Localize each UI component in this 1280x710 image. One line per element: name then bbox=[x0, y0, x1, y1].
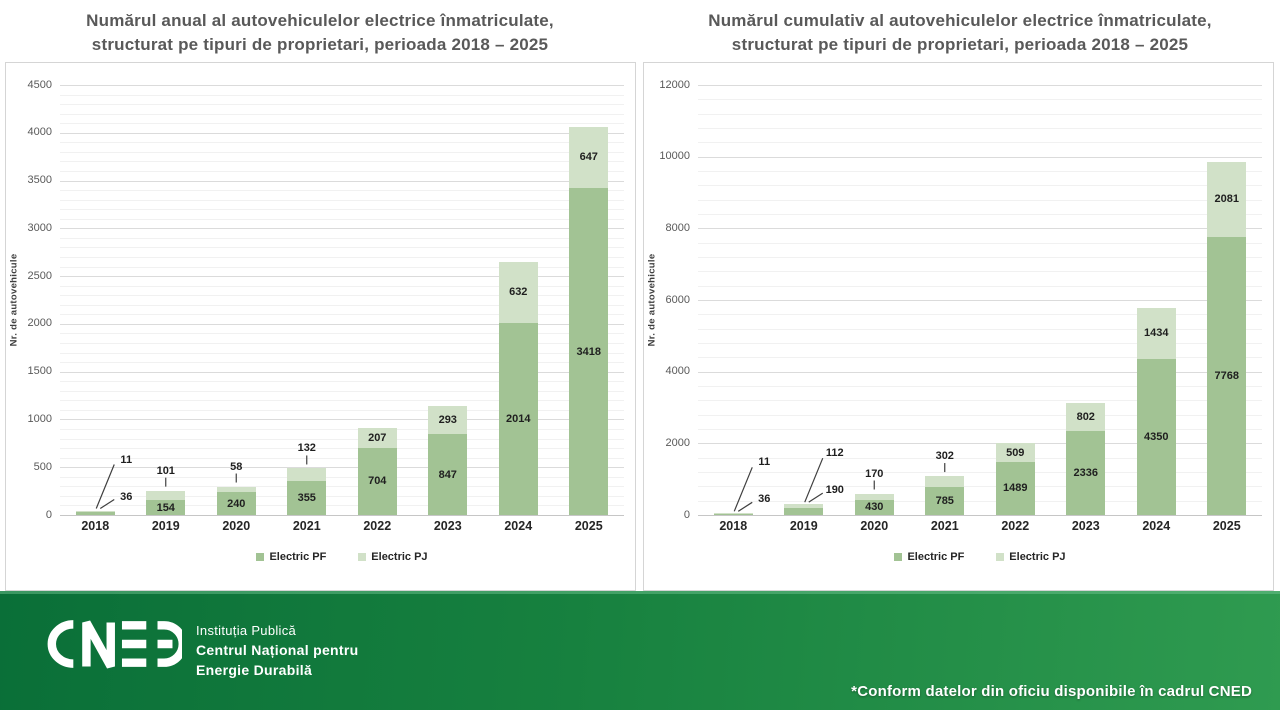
value-label: 785 bbox=[935, 494, 954, 507]
minor-gridline bbox=[698, 214, 1262, 215]
y-axis-tick-label: 2000 bbox=[665, 436, 690, 449]
major-gridline bbox=[698, 443, 1262, 444]
value-label: 112 bbox=[825, 447, 844, 460]
minor-gridline bbox=[60, 161, 624, 162]
y-axis-tick-label: 3500 bbox=[27, 174, 52, 187]
value-label: 2014 bbox=[506, 412, 531, 425]
x-axis-label-2025: 2025 bbox=[1212, 519, 1241, 533]
y-axis-tick-label: 3000 bbox=[27, 221, 52, 234]
minor-gridline bbox=[698, 99, 1262, 100]
x-axis-label-2024: 2024 bbox=[1142, 519, 1171, 533]
minor-gridline bbox=[60, 114, 624, 115]
minor-gridline bbox=[60, 486, 624, 487]
minor-gridline bbox=[60, 209, 624, 210]
institution-line1: Instituția Publică bbox=[196, 623, 297, 638]
x-axis-label-2019: 2019 bbox=[789, 519, 818, 533]
minor-gridline bbox=[698, 286, 1262, 287]
minor-gridline bbox=[698, 458, 1262, 459]
minor-gridline bbox=[60, 152, 624, 153]
bar-segment-electric-pj bbox=[925, 476, 964, 487]
minor-gridline bbox=[698, 114, 1262, 115]
cned-footer-banner bbox=[0, 591, 1280, 710]
y-axis-tick-label: 2000 bbox=[27, 317, 52, 330]
bar-segment-electric-pj bbox=[855, 494, 894, 500]
legend-label-electric-pj: Electric PJ bbox=[1009, 551, 1066, 563]
legend-item-electric-pf bbox=[894, 551, 964, 563]
cumulative-legend bbox=[698, 551, 1262, 563]
x-axis-label-2018: 2018 bbox=[719, 519, 748, 533]
minor-gridline bbox=[60, 219, 624, 220]
value-label: 58 bbox=[230, 460, 243, 473]
major-gridline bbox=[60, 85, 624, 86]
x-axis-label-2018: 2018 bbox=[81, 519, 110, 533]
cumulative-title-line2: structurat pe tipuri de proprietari, perioada 2018 – 2025 bbox=[731, 35, 1189, 55]
minor-gridline bbox=[698, 128, 1262, 129]
minor-gridline bbox=[60, 257, 624, 258]
value-label: 430 bbox=[865, 501, 884, 514]
major-gridline bbox=[698, 515, 1262, 516]
minor-gridline bbox=[60, 458, 624, 459]
annual-chart-title bbox=[0, 0, 640, 62]
value-label: 704 bbox=[368, 475, 387, 488]
major-gridline bbox=[60, 276, 624, 277]
minor-gridline bbox=[698, 200, 1262, 201]
value-label: 847 bbox=[438, 468, 457, 481]
legend-swatch-electric-pj bbox=[996, 553, 1004, 561]
cumulative-plot-area bbox=[646, 78, 1262, 521]
value-label: 632 bbox=[509, 286, 528, 299]
y-axis-tick-label: 4000 bbox=[27, 126, 52, 139]
bar-segment-electric-pj bbox=[76, 511, 115, 512]
minor-gridline bbox=[698, 343, 1262, 344]
minor-gridline bbox=[60, 123, 624, 124]
minor-gridline bbox=[698, 501, 1262, 502]
legend-item-electric-pj bbox=[358, 551, 427, 563]
major-gridline bbox=[60, 228, 624, 229]
minor-gridline bbox=[698, 429, 1262, 430]
bar-segment-electric-pf bbox=[76, 512, 115, 515]
minor-gridline bbox=[60, 200, 624, 201]
major-gridline bbox=[698, 372, 1262, 373]
bar-segment-electric-pj bbox=[784, 504, 823, 508]
value-label: 1434 bbox=[1144, 327, 1169, 340]
major-gridline bbox=[60, 324, 624, 325]
legend-swatch-electric-pf bbox=[894, 553, 902, 561]
minor-gridline bbox=[60, 295, 624, 296]
cned-logo-icon bbox=[32, 615, 182, 673]
value-label: 293 bbox=[438, 414, 457, 427]
cned-logo bbox=[32, 615, 182, 678]
x-axis-label-2024: 2024 bbox=[504, 519, 533, 533]
major-gridline bbox=[60, 515, 624, 516]
bar-segment-electric-pj bbox=[287, 468, 326, 481]
y-axis-tick-label: 1000 bbox=[27, 412, 52, 425]
x-axis-label-2023: 2023 bbox=[1071, 519, 1100, 533]
bar-segment-electric-pj bbox=[217, 487, 256, 493]
legend-swatch-electric-pf bbox=[256, 553, 264, 561]
legend-item-electric-pj bbox=[996, 551, 1065, 563]
major-gridline bbox=[60, 372, 624, 373]
leader-line bbox=[100, 500, 114, 509]
minor-gridline bbox=[60, 410, 624, 411]
major-gridline bbox=[698, 228, 1262, 229]
leader-line bbox=[738, 502, 752, 511]
value-label: 132 bbox=[297, 442, 316, 455]
annual-y-axis-title: Nr. de autovehicule bbox=[8, 253, 20, 347]
value-label: 36 bbox=[120, 490, 133, 503]
x-axis-label-2023: 2023 bbox=[433, 519, 462, 533]
minor-gridline bbox=[698, 171, 1262, 172]
minor-gridline bbox=[698, 142, 1262, 143]
bar-segment-electric-pj bbox=[146, 491, 185, 501]
major-gridline bbox=[698, 85, 1262, 86]
minor-gridline bbox=[698, 400, 1262, 401]
minor-gridline bbox=[698, 486, 1262, 487]
minor-gridline bbox=[698, 243, 1262, 244]
legend-swatch-electric-pj bbox=[358, 553, 366, 561]
minor-gridline bbox=[60, 448, 624, 449]
minor-gridline bbox=[60, 104, 624, 105]
y-axis-tick-label: 12000 bbox=[659, 78, 690, 91]
y-axis-tick-label: 500 bbox=[33, 460, 52, 473]
minor-gridline bbox=[698, 257, 1262, 258]
major-gridline bbox=[60, 133, 624, 134]
minor-gridline bbox=[60, 247, 624, 248]
y-axis-tick-label: 0 bbox=[683, 508, 690, 521]
minor-gridline bbox=[60, 333, 624, 334]
cumulative-chart-panel bbox=[643, 62, 1274, 591]
value-label: 154 bbox=[156, 501, 175, 514]
data-source-note: *Conform datelor din oficiu disponibile în cadrul CNED bbox=[851, 683, 1252, 700]
minor-gridline bbox=[698, 329, 1262, 330]
value-label: 36 bbox=[758, 493, 771, 506]
minor-gridline bbox=[698, 386, 1262, 387]
minor-gridline bbox=[60, 142, 624, 143]
value-label: 2081 bbox=[1214, 193, 1239, 206]
annual-legend bbox=[60, 551, 624, 563]
label-leader-lines bbox=[60, 85, 624, 515]
major-gridline bbox=[60, 419, 624, 420]
bar-segment-electric-pf bbox=[714, 514, 753, 515]
y-axis-tick-label: 2500 bbox=[27, 269, 52, 282]
value-label: 4350 bbox=[1144, 431, 1169, 444]
minor-gridline bbox=[60, 429, 624, 430]
minor-gridline bbox=[698, 472, 1262, 473]
chart-titles-row bbox=[0, 0, 1280, 62]
value-label: 240 bbox=[227, 497, 246, 510]
major-gridline bbox=[698, 157, 1262, 158]
x-axis-label-2021: 2021 bbox=[292, 519, 321, 533]
value-label: 802 bbox=[1076, 410, 1095, 423]
value-label: 2336 bbox=[1073, 467, 1098, 480]
annual-title-line2: structurat pe tipuri de proprietari, perioada 2018 – 2025 bbox=[91, 35, 549, 55]
annual-title-line1: Numărul anual al autovehiculelor electrice înmatriculate, bbox=[86, 11, 554, 30]
x-axis-label-2021: 2021 bbox=[930, 519, 959, 533]
major-gridline bbox=[698, 300, 1262, 301]
y-axis-tick-label: 4500 bbox=[27, 78, 52, 91]
y-axis-tick-label: 6000 bbox=[665, 293, 690, 306]
y-axis-tick-label: 1500 bbox=[27, 365, 52, 378]
x-axis-label-2022: 2022 bbox=[363, 519, 392, 533]
cumulative-chart-title bbox=[640, 0, 1280, 62]
minor-gridline bbox=[60, 286, 624, 287]
value-label: 7768 bbox=[1214, 369, 1239, 382]
major-gridline bbox=[60, 181, 624, 182]
charts-container bbox=[0, 62, 1280, 591]
minor-gridline bbox=[60, 95, 624, 96]
minor-gridline bbox=[60, 477, 624, 478]
x-axis-label-2019: 2019 bbox=[151, 519, 180, 533]
minor-gridline bbox=[60, 305, 624, 306]
institution-text-block bbox=[196, 623, 358, 678]
minor-gridline bbox=[60, 190, 624, 191]
annual-plot-area bbox=[8, 78, 624, 521]
x-axis-label-2025: 2025 bbox=[574, 519, 603, 533]
minor-gridline bbox=[60, 439, 624, 440]
value-label: 170 bbox=[865, 467, 884, 480]
value-label: 302 bbox=[935, 450, 954, 463]
value-label: 101 bbox=[156, 464, 175, 477]
major-gridline bbox=[60, 467, 624, 468]
minor-gridline bbox=[60, 171, 624, 172]
minor-gridline bbox=[60, 496, 624, 497]
annual-x-axis-labels bbox=[60, 519, 624, 533]
minor-gridline bbox=[698, 357, 1262, 358]
value-label: 190 bbox=[825, 484, 844, 497]
value-label: 647 bbox=[579, 151, 598, 164]
cumulative-y-axis-title: Nr. de autovehicule bbox=[646, 253, 658, 347]
value-label: 207 bbox=[368, 431, 387, 444]
bar-segment-electric-pf bbox=[784, 508, 823, 515]
minor-gridline bbox=[698, 314, 1262, 315]
value-label: 355 bbox=[297, 492, 316, 505]
legend-label-electric-pf: Electric PF bbox=[907, 551, 965, 563]
value-label: 509 bbox=[1006, 446, 1025, 459]
value-label: 11 bbox=[758, 456, 771, 469]
cumulative-title-line1: Numărul cumulativ al autovehiculelor electrice înmatriculate, bbox=[708, 11, 1212, 30]
institution-line2: Centrul Național pentru bbox=[196, 642, 359, 658]
x-axis-label-2020: 2020 bbox=[860, 519, 889, 533]
x-axis-label-2020: 2020 bbox=[222, 519, 251, 533]
legend-label-electric-pj: Electric PJ bbox=[371, 551, 428, 563]
minor-gridline bbox=[698, 271, 1262, 272]
minor-gridline bbox=[698, 185, 1262, 186]
minor-gridline bbox=[60, 343, 624, 344]
minor-gridline bbox=[60, 400, 624, 401]
minor-gridline bbox=[60, 362, 624, 363]
minor-gridline bbox=[60, 314, 624, 315]
cumulative-x-axis-labels bbox=[698, 519, 1262, 533]
minor-gridline bbox=[60, 391, 624, 392]
minor-gridline bbox=[60, 381, 624, 382]
institution-line3: Energie Durabilă bbox=[196, 662, 313, 678]
legend-item-electric-pf bbox=[256, 551, 326, 563]
y-axis-tick-label: 10000 bbox=[659, 150, 690, 163]
leader-line bbox=[805, 458, 823, 502]
value-label: 11 bbox=[120, 453, 133, 466]
y-axis-tick-label: 8000 bbox=[665, 221, 690, 234]
legend-label-electric-pf: Electric PF bbox=[269, 551, 327, 563]
leader-line bbox=[734, 467, 752, 511]
value-label: 3418 bbox=[576, 345, 601, 358]
x-axis-label-2022: 2022 bbox=[1001, 519, 1030, 533]
minor-gridline bbox=[60, 353, 624, 354]
y-axis-tick-label: 4000 bbox=[665, 365, 690, 378]
minor-gridline bbox=[60, 267, 624, 268]
annual-chart-panel bbox=[5, 62, 636, 591]
minor-gridline bbox=[60, 505, 624, 506]
value-label: 1489 bbox=[1003, 482, 1028, 495]
minor-gridline bbox=[60, 238, 624, 239]
y-axis-tick-label: 0 bbox=[45, 508, 52, 521]
minor-gridline bbox=[698, 415, 1262, 416]
